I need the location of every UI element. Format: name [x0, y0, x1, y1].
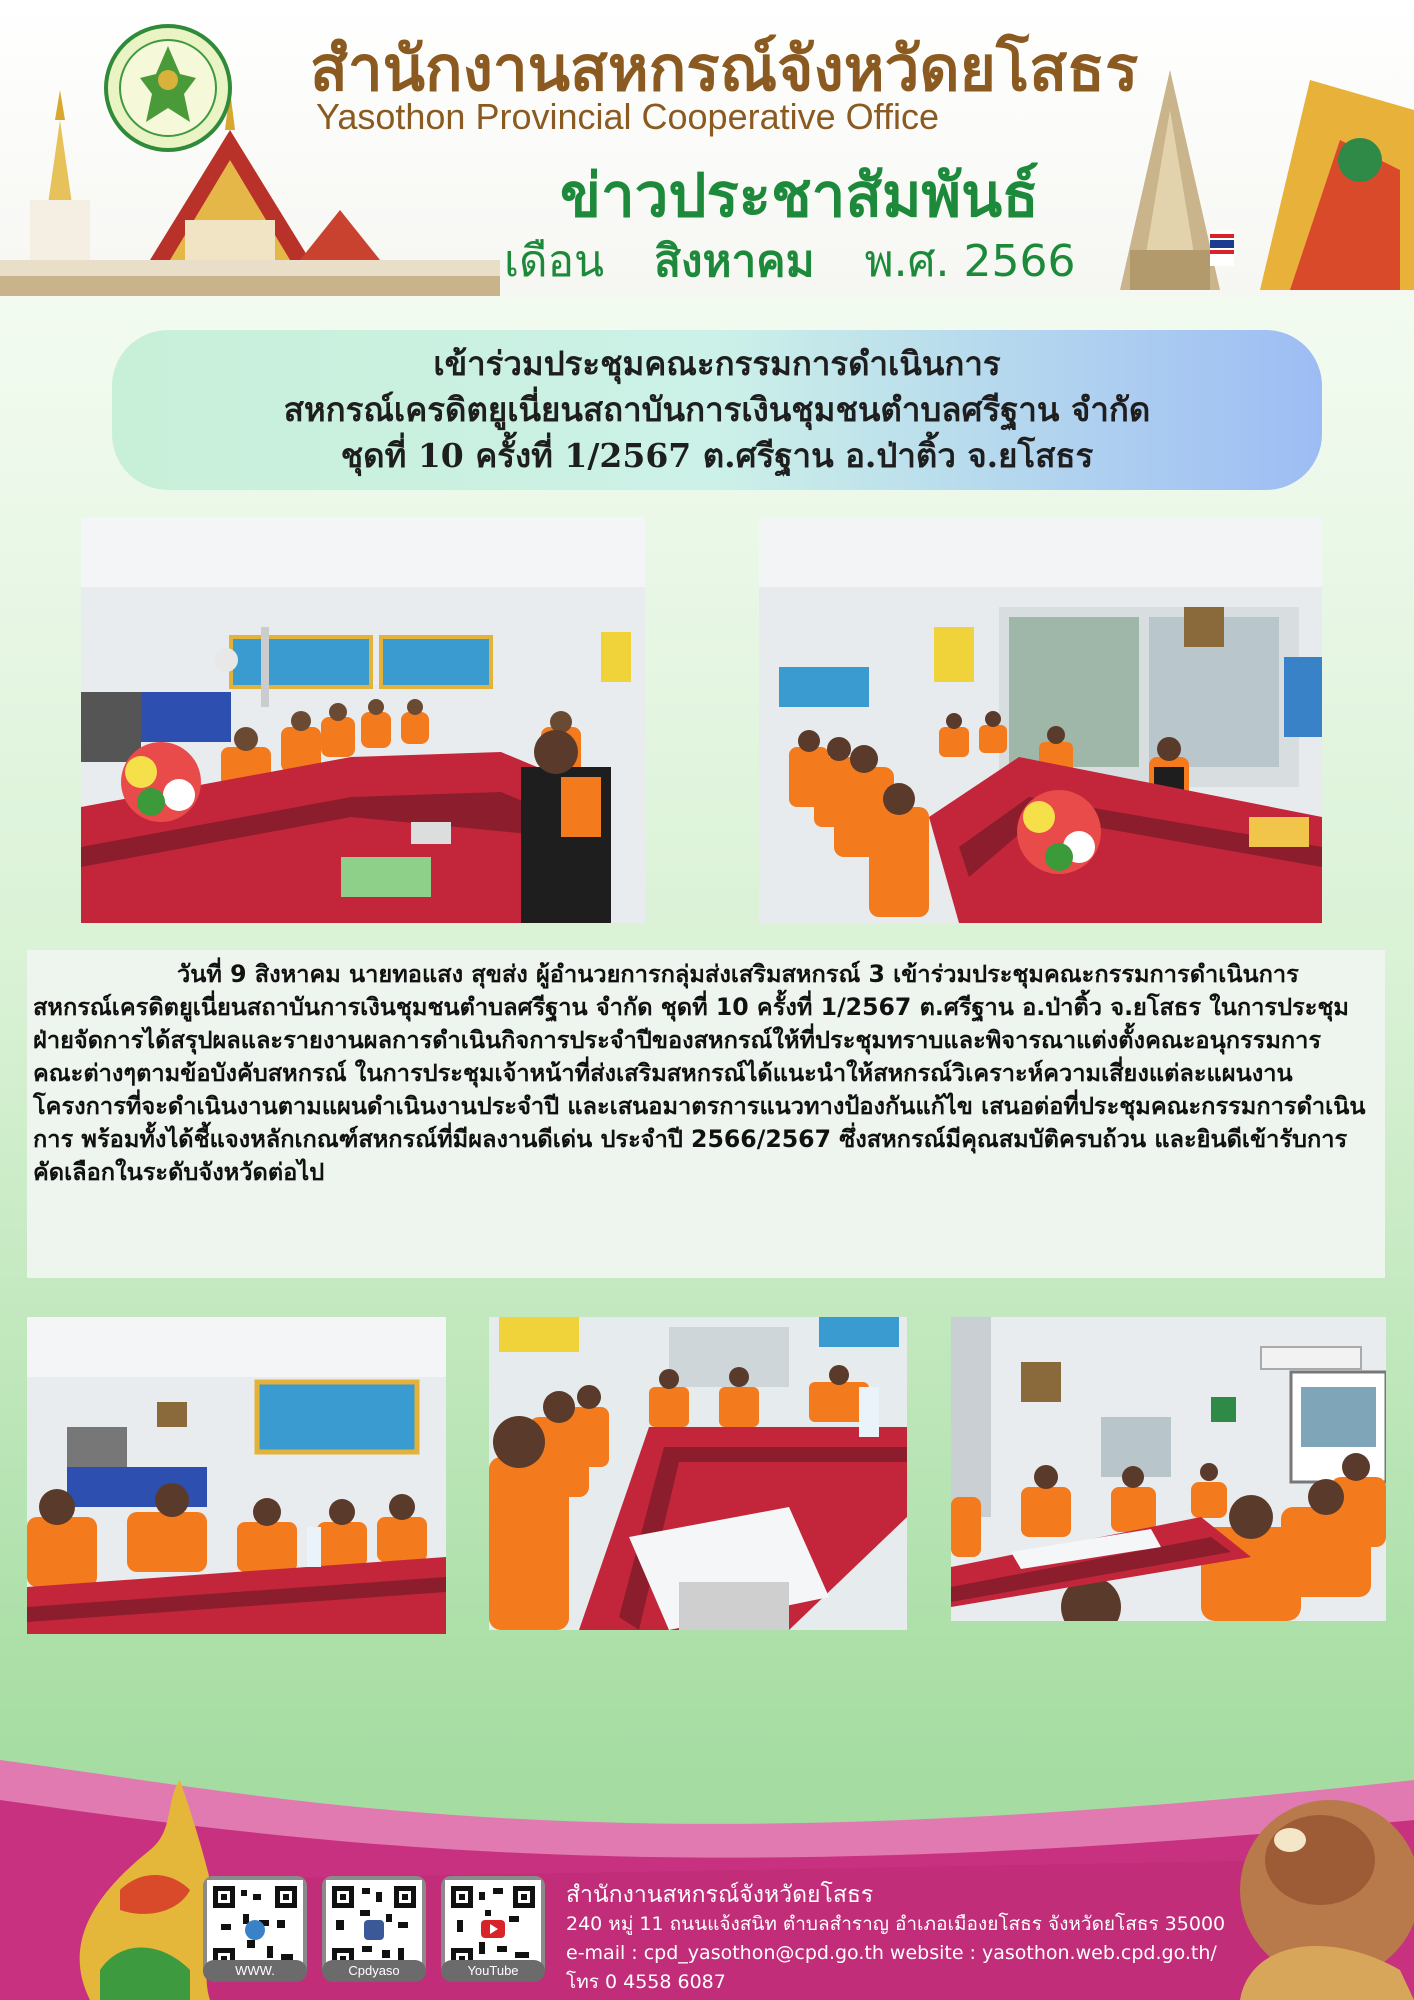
headline-line-1: เข้าร่วมประชุมคณะกรรมการดำเนินการ	[433, 344, 1001, 383]
qr-label-website: WWW.	[203, 1960, 307, 1982]
headline-line-3: ชุดที่ 10 ครั้งที่ 1/2567 ต.ศรีฐาน อ.ป่าติ้ว จ.ยโสธร	[340, 436, 1094, 475]
footer-phone: โทร 0 4558 6087	[566, 1971, 726, 1993]
news-title: ข่าวประชาสัมพันธ์	[560, 161, 1039, 231]
meeting-photo-4	[489, 1317, 907, 1630]
meeting-photo-1	[81, 517, 645, 923]
footer-address: 240 หมู่ 11 ถนนแจ้งสนิท ตำบลสำราญ อำเภอเมืองยโสธร จังหวัดยโสธร 35000	[566, 1913, 1226, 1935]
headline-line-2: สหกรณ์เครดิตยูเนี่ยนสถาบันการเงินชุมชนตำบลศรีฐาน จำกัด	[283, 390, 1151, 429]
office-seal-logo	[104, 24, 232, 152]
org-name-thai: สำนักงานสหกรณ์จังหวัดยโสธร	[310, 32, 1139, 105]
headline-banner	[112, 330, 1322, 490]
meeting-photo-2	[759, 517, 1322, 923]
contact-info	[566, 1880, 1225, 1997]
facebook-icon	[364, 1920, 384, 1940]
footer-org-name: สำนักงานสหกรณ์จังหวัดยโสธร	[566, 1882, 874, 1908]
month: สิงหาคม	[654, 236, 815, 287]
meeting-photo-5	[951, 1317, 1386, 1621]
footer-email-website: e-mail : cpd_yasothon@cpd.go.th website : yasothon.web.cpd.go.th/	[566, 1942, 1217, 1964]
qr-label-youtube: YouTube	[441, 1960, 545, 1982]
qr-label-facebook: Cpdyaso	[322, 1960, 426, 1982]
month-prefix: เดือน	[504, 236, 605, 287]
globe-icon	[245, 1920, 265, 1940]
news-body	[27, 950, 1385, 1278]
header-banner	[0, 0, 1414, 296]
year: พ.ศ. 2566	[864, 236, 1076, 287]
frog-illustration	[1240, 1800, 1414, 2000]
org-name-english: Yasothon Provincial Cooperative Office	[316, 96, 940, 137]
youtube-icon	[481, 1920, 505, 1938]
issue-date	[504, 226, 1112, 296]
meeting-photo-3	[27, 1317, 446, 1634]
news-body-text: วันที่ 9 สิงหาคม นายทอแสง สุขส่ง ผู้อำนวยการกลุ่มส่งเสริมสหกรณ์ 3 เข้าร่วมประชุมคณะกรรมการดำเนินการ สหกรณ์เครดิตยูเนี่ยนสถาบันการเงินชุมชนตำบลศรีฐาน จำกัด ชุดที่ 10 ครั้งที่ 1/2567 ต.ศรีฐาน อ.ป่าติ้ว จ.ยโสธร ในการประชุมฝ่ายจัดการได้สรุปผลและรายงานผลการดำเนินกิจการประจำปีของสหกรณ์ให้ที่ประชุมทราบและพิจารณาแต่งตั้งคณะอนุกรรมการ คณะต่างๆตามข้อบังคับสหกรณ์ ในการประชุมเจ้าหน้าที่ส่งเสริมสหกรณ์ได้แนะนำให้สหกรณ์วิเคราะห์ความเสี่ยงแต่ละแผนงานโครงการที่จะดำเนินงานตามแผนดำเนินงานประจำปี และเสนอมาตรการแนวทางป้องกันแก้ไข เสนอต่อที่ประชุมคณะกรรมการดำเนินการ พร้อมทั้งได้ชี้แจงหลักเกณฑ์สหกรณ์ที่มีผลงานดีเด่น ประจำปี 2566/2567 ซึ่งสหกรณ์มีคุณสมบัติครบถ้วน และยินดีเข้ารับการคัดเลือกในระดับจังหวัดต่อไป	[33, 960, 1366, 1186]
